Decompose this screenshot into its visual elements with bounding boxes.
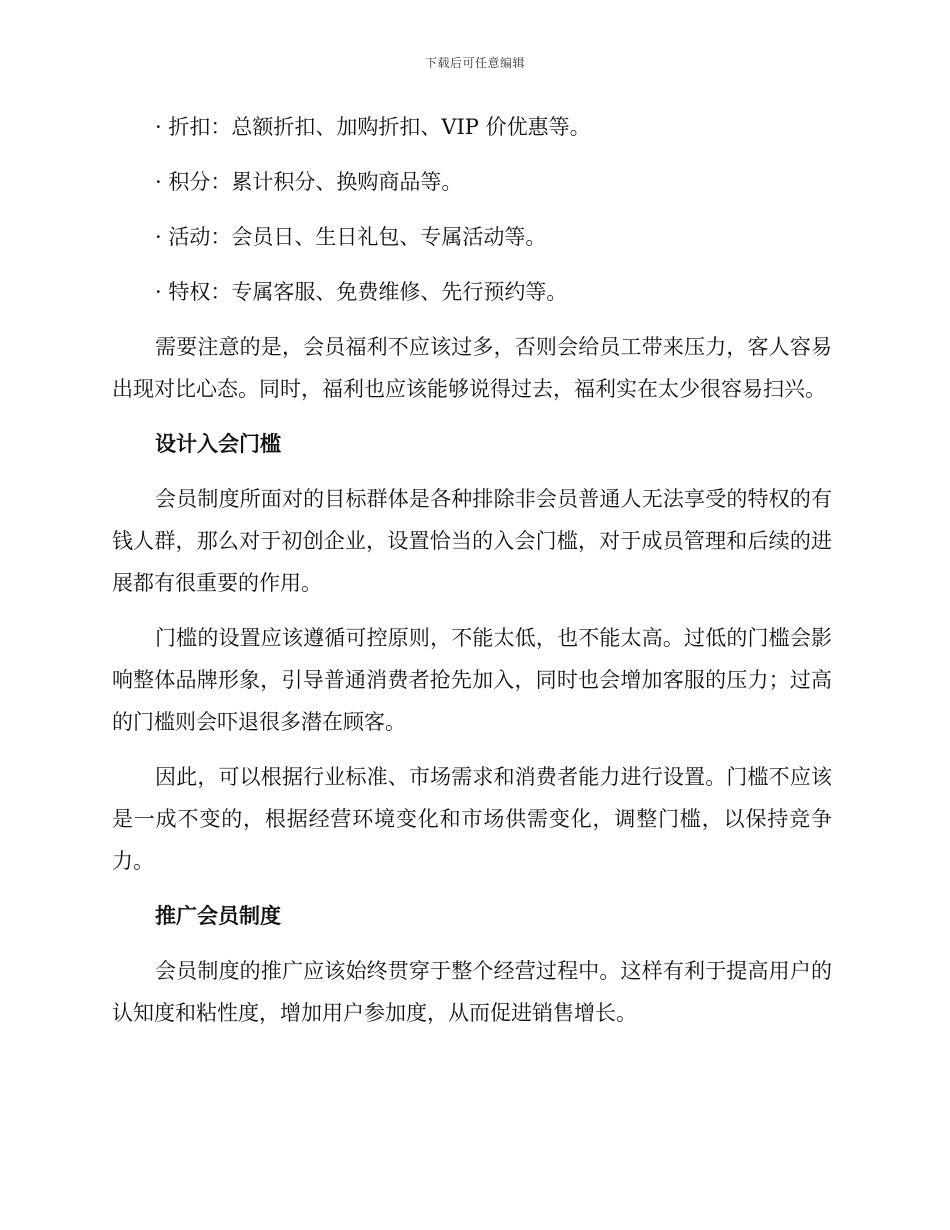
- document-body: [112, 106, 832, 1047]
- paragraph-target-group: 会员制度所面对的目标群体是各种排除非会员普通人无法享受的特权的有钱人群，那么对于初创企业，设置恰当的入会门槛，对于成员管理和后续的进展都有很重要的作用。: [112, 487, 832, 595]
- section-heading-threshold: 设计入会门槛: [155, 432, 281, 456]
- paragraph-promotion: 会员制度的推广应该始终贯穿于整个经营过程中。这样有利于提高用户的认知度和粘性度，增加用户参加度，从而促进销售增长。: [112, 959, 832, 1025]
- bullet-item-privileges: · 特权：专属客服、免费维修、先行预约等。: [155, 280, 568, 304]
- bullet-item-points: · 积分：累计积分、换购商品等。: [155, 170, 463, 194]
- paragraph-benefits-note: 需要注意的是，会员福利不应该过多，否则会给员工带来压力，客人容易出现对比心态。同时，福利也应该能够说得过去，福利实在太少很容易扫兴。: [112, 335, 832, 401]
- bullet-item-activities: · 活动：会员日、生日礼包、专属活动等。: [155, 225, 547, 249]
- paragraph-threshold-setting: 因此，可以根据行业标准、市场需求和消费者能力进行设置。门槛不应该是一成不变的，根据经营环境变化和市场供需变化，调整门槛，以保持竞争力。: [112, 765, 832, 873]
- section-heading-promotion: 推广会员制度: [155, 904, 281, 928]
- paragraph-threshold-principle: 门槛的设置应该遵循可控原则，不能太低，也不能太高。过低的门槛会影响整体品牌形象，引导普通消费者抢先加入，同时也会增加客服的压力；过高的门槛则会吓退很多潜在顾客。: [112, 626, 832, 734]
- bullet-item-discount: · 折扣：总额折扣、加购折扣、VIP 价优惠等。: [155, 115, 591, 139]
- page-header: 下载后可任意编辑: [424, 56, 525, 70]
